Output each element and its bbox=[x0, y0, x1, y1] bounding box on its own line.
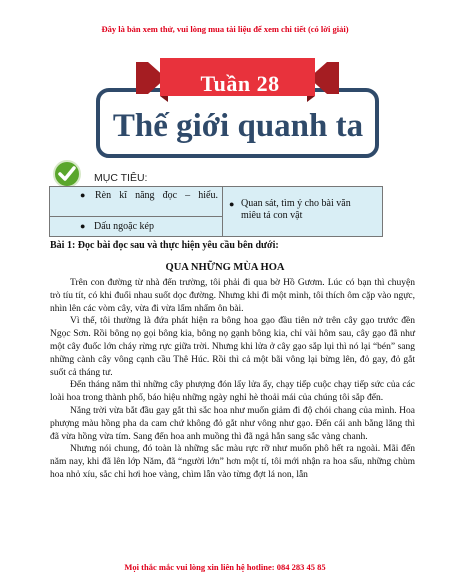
bullet-icon: ● bbox=[80, 221, 86, 231]
paragraph: Đến tháng năm thì những cây phượng đón lấy lửa ấy, chạy tiếp cuộc chạy tiếp sức của các loài hoa trong thành phố, báo hiệu những ngày nghỉ hè thoải mái của chúng tôi sắp đến. bbox=[50, 380, 415, 404]
checkmark-icon bbox=[51, 159, 83, 189]
objectives-label: MỤC TIÊU: bbox=[94, 172, 148, 184]
paragraph: Nhưng nói chung, đó toàn là những sắc màu rực rỡ như muốn phô hết ra ngoài. Mãi đến năm nay, khi đã lên lớp Năm, đã “người lớn” hơn một tí, tôi mới nhận ra hoa sấu, những chùm hoa nhỏ xíu, sắc chỉ hơi hoe vàng, chìm lẫn vào từng đợt lá non, lẫn bbox=[50, 444, 415, 480]
objective-cell-1 bbox=[50, 187, 223, 217]
bullet-icon: ● bbox=[80, 190, 86, 200]
exercise-intro: Bài 1: Đọc bài đọc sau và thực hiện yêu cầu bên dưới: bbox=[50, 240, 279, 251]
story-body bbox=[50, 277, 415, 482]
story-title: QUA NHỮNG MÙA HOA bbox=[165, 262, 285, 273]
week-label: Tuần 28 bbox=[200, 71, 280, 96]
topic-title: Thế giới quanh ta bbox=[112, 108, 364, 144]
objective-cell-3 bbox=[223, 187, 382, 236]
objectives-table bbox=[49, 186, 383, 237]
objective-item: Quan sát, tìm ý cho bài văn miêu tả con vật bbox=[241, 198, 351, 221]
bullet-icon: ● bbox=[229, 199, 235, 209]
footer-note: Mọi thắc mắc vui lòng xin liên hệ hotline: 084 283 45 85 bbox=[124, 562, 326, 572]
objective-item: Dấu ngoặc kép bbox=[94, 221, 154, 232]
paragraph: Nắng trời vừa bắt đầu gay gắt thì sắc hoa như muốn giảm đi độ chói chang của mình. Hoa phượng màu hồng pha da cam chứ không đỏ gắt như vông như gạo. Đến cái anh bằng lăng thì đã vừa hồng vừa tím. Sang đến hoa anh muồng thì đã ngả hẳn sang sắc vàng chanh. bbox=[50, 405, 415, 442]
header-note: Đây là bản xem thử, vui lòng mua tài liệu để xem chi tiết (có lời giải) bbox=[101, 24, 349, 34]
objective-item: Rèn kĩ năng đọc – hiểu. bbox=[95, 190, 218, 201]
paragraph: Vì thế, tôi thường là đứa phát hiện ra bông hoa gạo đầu tiên nở trên cây gạo trước đền Ngọc Sơn. Rồi bông nọ gọi bông kia, bông nọ gạnh bông kia, chỉ vài hôm sau, cây gạo đã như một cây đuốc lớn cháy rừng rực giữa trời. Nhưng khi lửa ở cây gạo sắp lụi thì nó lại “bén” sang những cành cây vông cạnh cầu Thê Húc. Rồi thì cả một bãi vông lại bừng lên, đỏ gay, đỏ gắt suốt cả tháng tư. bbox=[50, 316, 415, 378]
objective-cell-2 bbox=[50, 217, 223, 236]
paragraph: Trên con đường từ nhà đến trường, tôi phải đi qua bờ Hồ Gươm. Lúc có bạn thì chuyện trò tíu tít, có khi đuổi nhau suốt dọc đường. Nhưng khi đi một mình, tôi thích ôm cặp vào ngực, nhìn lên các vòm cây, vừa đi vừa lẩm nhẩm ôn bài. bbox=[50, 278, 415, 314]
